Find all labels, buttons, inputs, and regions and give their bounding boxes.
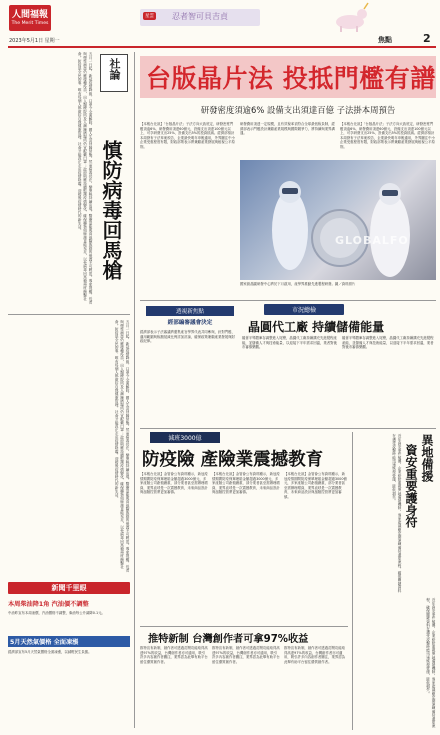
editorial-tag bbox=[100, 54, 128, 92]
right-column-divider bbox=[352, 432, 353, 730]
masthead-logo bbox=[9, 5, 51, 31]
banner-tag: 星雲 bbox=[145, 14, 154, 19]
covid-bottom-rule bbox=[140, 626, 348, 627]
market-headline: 晶圓代工廠 持續儲備能量 bbox=[248, 320, 385, 334]
lead-bottom-rule bbox=[140, 300, 436, 301]
bottom-body-col1: 推特宣布新制，創作者可透過訂閱功能取得高達97%的收益，台灣創作者亦可適用，吸引許多內容創作者關注，業界認為此舉有助平台留住優質創作者。 bbox=[140, 646, 208, 664]
editorial-body-bottom: 五月一日起，新冠疫情降級，口罩令全面解除，國人生活回歸常態。然而病毒仍在，變異株持續出現，醫療量能與高風險族群的保護不可輕忽。專家提醒，長者與慢性病患仍應接種疫苗，出入醫療院所及人潮擁擠場所仍宜配戴口罩；政府則應持續監測疫情變化，確保藥物與檢測量能充足，以免病毒回馬槍再度衝擊社會。防疫是全民的事，唯有每個人都做好自我健康管理，社會才能真正走出疫情陰霾，迎接後疫情時代的新生活。 bbox=[115, 320, 130, 572]
unicorn-illustration bbox=[330, 2, 372, 32]
right-body-top: 近年資安事件頻傳，企業紛紛重視異地備援機制，專家建議應定期演練備份還原流程，確保關鍵資料在遭受攻擊時能迅速恢復營運，降低損失。 bbox=[392, 434, 402, 593]
covid-headline: 防疫險 產險業震撼教育 bbox=[142, 450, 324, 470]
right-headline-2: 資安重要護身符 bbox=[404, 444, 418, 528]
market-body-col2: 隨著半導體庫存調整進入尾聲，晶圓代工廠持續擴充先進製程產能，並儲備人才與技術能量，以迎接下半年需求回溫，業者對後市審慎樂觀。 bbox=[342, 336, 434, 350]
editorial-headline: 慎防病毒回馬槍 bbox=[99, 140, 123, 280]
brief-2-body: 經濟部宣布5月天然氣價格全面凍漲，以減輕民生負擔。 bbox=[8, 650, 92, 654]
right-body-bottom: 近年資安事件頻傳，企業紛紛重視異地備援機制，專家建議應定期演練備份還原流程，確保關鍵資料在遭受攻擊時能迅速恢復營運，降低損失。 bbox=[426, 598, 436, 728]
brief-1-title: 本周柴油降1角 汽油價不調整 bbox=[8, 601, 89, 608]
masthead-rule bbox=[8, 46, 436, 48]
lead-photo bbox=[240, 160, 436, 280]
lead-body-col1: 【本報台北訊】「台版晶片法」子法方向大致底定，研發密度門檻須逾6%，研發費用須達60億元，設備支出須達100億元以上，可享研發支出25%、設備支出5%的投資抵減。經濟部預計本周發布子法草案預告，企業最快明年申報適用，外界關注中小企業受惠程度有限，財政部則表示將兼顧產業發展與租稅公平原則。 bbox=[140, 122, 235, 149]
editorial-tag-label: 社論 bbox=[108, 58, 121, 80]
editorial-divider bbox=[8, 314, 130, 315]
editorial bbox=[8, 52, 130, 576]
masthead-date: 2023年5月1日 星期一 bbox=[9, 38, 60, 44]
photo-caption: 國家級晶圓研發中心將於下月啟用，產學界推動先進製程研發。圖／資料照片 bbox=[240, 282, 356, 286]
news-briefs bbox=[8, 582, 130, 730]
cleanroom-workers-illustration bbox=[240, 160, 436, 280]
logo-cn: 人間福報 bbox=[11, 10, 48, 20]
lead-subheadline: 研發密度須逾6% 設備支出須達百億 子法掛本周預告 bbox=[200, 105, 396, 115]
covid-body-col2: 【本報台北訊】金管會公布資料顯示，新冠疫情期間防疫保單理賠金額超過3000億元，多家產險公司虧損嚴重，部分業者甚至需辦理增資，業界直呼是一次震撼教育，未來商品設計與風險控管將更加審慎。 bbox=[212, 472, 280, 495]
right-headline-1: 異地備援 bbox=[420, 434, 434, 482]
sidebar-body: 經濟部表示子法審議將邀集產官學界代表共同參與，針對門檻、適用範圍與稅額抵減比例詳加討論，確保政策兼顧產業發展與財政紀律。 bbox=[140, 330, 235, 344]
briefs-header: 新聞千里眼 bbox=[8, 582, 130, 594]
sidebar-tag: 透視新焦點 bbox=[146, 306, 234, 316]
editorial-body-top: 五月一日起，新冠疫情降級，口罩令全面解除，國人生活回歸常態。然而病毒仍在，變異株持續出現，醫療量能與高風險族群的保護不可輕忽。專家提醒，長者與慢性病患仍應接種疫苗，出入醫療院所及人潮擁擠場所仍宜配戴口罩；政府則應持續監測疫情變化，確保藥物與檢測量能充足，以免病毒回馬槍再度衝擊社會。防疫是全民的事，唯有每個人都做好自我健康管理，社會才能真正走出疫情陰霾，迎接後疫情時代的新生活。 bbox=[78, 52, 93, 304]
bottom-headline: 推特新制 台灣創作者可拿97%收益 bbox=[148, 634, 309, 645]
sidebar-headline: 經部編審議會決定 bbox=[167, 320, 213, 326]
lead-body-col3: 【本報台北訊】「台版晶片法」子法方向大致底定，研發密度門檻須逾6%，研發費用須達60億元，設備支出須達100億元以上，可享研發支出25%、設備支出5%的投資抵減。經濟部預計本周發布子法草案預告，企業最快明年申報適用，外界關注中小企業受惠程度有限，財政部則表示將兼顧產業發展與租稅公平原則。 bbox=[340, 122, 435, 149]
brief-2-title: 5月天然氣價格 全面凍漲 bbox=[8, 636, 130, 647]
photo-logo: GLOBALFO bbox=[335, 234, 409, 247]
lead-headline-banner bbox=[140, 56, 436, 98]
bottom-body-col2: 推特宣布新制，創作者可透過訂閱功能取得高達97%的收益，台灣創作者亦可適用，吸引許多內容創作者關注，業界認為此舉有助平台留住優質創作者。 bbox=[212, 646, 280, 664]
mid-rule bbox=[140, 428, 436, 429]
market-tag: 市況總檢 bbox=[264, 304, 344, 315]
masthead bbox=[0, 0, 440, 48]
page-number: 2 bbox=[423, 32, 431, 45]
bottom-body-col3: 推特宣布新制，創作者可透過訂閱功能取得高達97%的收益，台灣創作者亦可適用，吸引許多內容創作者關注，業界認為此舉有助平台留住優質創作者。 bbox=[284, 646, 346, 664]
banner-text: 忍者智可貝吉貞 bbox=[172, 12, 228, 21]
covid-body-col1: 【本報台北訊】金管會公布資料顯示，新冠疫情期間防疫保單理賠金額超過3000億元，多家產險公司虧損嚴重，部分業者甚至需辦理增資，業界直呼是一次震撼教育，未來商品設計與風險控管將更加審慎。 bbox=[140, 472, 208, 495]
lead-body-col2: 研發費用須達一定規模，且有效稅率須符合全球最低稅負制，經濟部表示門檻設計兼顧產業規模與國際競爭力，將持續與業界溝通。 bbox=[240, 122, 335, 136]
logo-en: The Merit Times bbox=[11, 21, 49, 26]
lead-headline: 台版晶片法 投抵門檻有譜 bbox=[146, 64, 436, 93]
market-body-col1: 隨著半導體庫存調整進入尾聲，晶圓代工廠持續擴充先進製程產能，並儲備人才與技術能量，以迎接下半年需求回溫，業者對後市審慎樂觀。 bbox=[242, 336, 337, 350]
brief-1-body: 中油昨宣布本周油價，汽油價格不調整，柴油每公升調降0.1元。 bbox=[8, 611, 105, 615]
left-column-divider bbox=[134, 52, 135, 728]
banner-box bbox=[140, 9, 260, 26]
section-label: 焦點 bbox=[378, 36, 392, 44]
covid-tag: 減班3000億 bbox=[150, 432, 220, 443]
covid-body-col3: 【本報台北訊】金管會公布資料顯示，新冠疫情期間防疫保單理賠金額超過3000億元，多家產險公司虧損嚴重，部分業者甚至需辦理增資，業界直呼是一次震撼教育，未來商品設計與風險控管將更加審慎。 bbox=[284, 472, 347, 499]
